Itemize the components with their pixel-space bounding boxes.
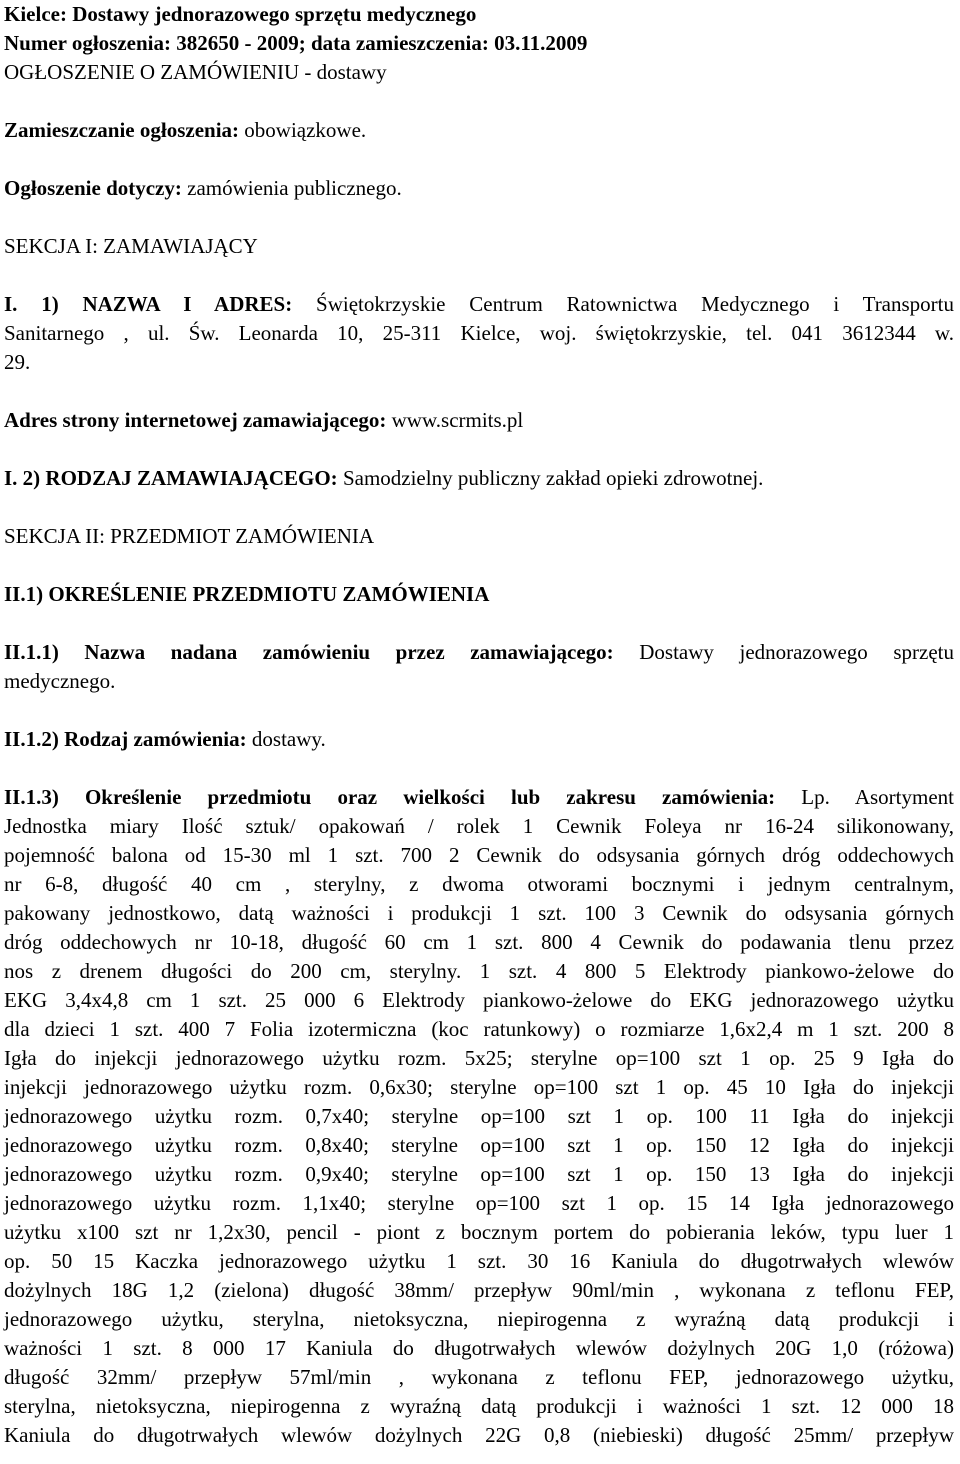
document-title: Kielce: Dostawy jednorazowego sprzętu medycznego (4, 2, 477, 26)
scope-line: użytku x100 szt nr 1,2x30, pencil - piont z bocznym portem do pobierania leków, typu luer 1 (4, 1220, 954, 1244)
scope-line: nr 6-8, długość 40 cm , sterylny, z dwoma otworami bocznymi i jednym centralnym, (4, 872, 954, 896)
scope-line: injekcji jednorazowego użytku rozm. 0,6x30; sterylne op=100 szt 1 op. 45 10 Igła do injekcji (4, 1075, 954, 1099)
scope-line: pakowany jednostkowo, datą ważności i produkcji 1 szt. 100 3 Cewnik do odsysania górnych (4, 901, 954, 925)
order-kind-line: II.1.2) Rodzaj zamówienia: dostawy. (4, 727, 326, 751)
order-name-line-2: medycznego. (4, 669, 116, 693)
scope-line: Kaniula do długotrwałych wlewów dożylnych 22G 0,8 (niebieski) długość 25mm/ przepływ (4, 1423, 954, 1447)
section-1-name-line-3: 29. (4, 350, 31, 374)
section-2-subheading: II.1) OKREŚLENIE PRZEDMIOTU ZAMÓWIENIA (4, 582, 490, 606)
scope-line: sterylna, nietoksyczna, niepirogenna z wyraźną datą produkcji i ważności 1 szt. 12 000 18 (4, 1394, 954, 1418)
website-line: Adres strony internetowej zamawiającego: www.scrmits.pl (4, 408, 524, 432)
contracting-type-line: I. 2) RODZAJ ZAMAWIAJĄCEGO: Samodzielny publiczny zakład opieki zdrowotnej. (4, 466, 764, 490)
scope-line: jednorazowego użytku rozm. 1,1x40; sterylne op=100 szt 1 op. 15 14 Igła jednorazowego (4, 1191, 954, 1215)
scope-line: jednorazowego użytku, sterylna, nietoksyczna, niepirogenna z wyraźną datą produkcji i (4, 1307, 954, 1331)
scope-line: Jednostka miary Ilość sztuk/ opakowań / rolek 1 Cewnik Foleya nr 16-24 silikonowany, (4, 814, 954, 838)
order-name-line-1: II.1.1) Nazwa nadana zamówieniu przez zamawiającego: Dostawy jednorazowego sprzętu (4, 640, 954, 664)
scope-description (4, 812, 954, 1450)
scope-line: op. 50 15 Kaczka jednorazowego użytku 1 szt. 30 16 Kaniula do długotrwałych wlewów (4, 1249, 954, 1273)
scope-line: jednorazowego użytku rozm. 0,9x40; sterylne op=100 szt 1 op. 150 13 Igła do injekcji (4, 1162, 954, 1186)
scope-line: nos z drenem długości do 200 cm, sterylny. 1 szt. 4 800 5 Elektrody piankowo-żelowe do (4, 959, 954, 983)
document-page (4, 0, 954, 1450)
notice-number-line: Numer ogłoszenia: 382650 - 2009; data zamieszczenia: 03.11.2009 (4, 31, 588, 55)
scope-line: dróg oddechowych nr 10-18, długość 60 cm 1 szt. 800 4 Cewnik do podawania tlenu przez (4, 930, 954, 954)
scope-line: długość 32mm/ przepływ 57ml/min , wykonana z teflonu FEP, jednorazowego użytku, (4, 1365, 954, 1389)
notice-type: OGŁOSZENIE O ZAMÓWIENIU - dostawy (4, 60, 387, 84)
scope-first-line: II.1.3) Określenie przedmiotu oraz wielkości lub zakresu zamówienia: Lp. Asortyment (4, 785, 954, 809)
scope-line: ważności 1 szt. 8 000 17 Kaniula do długotrwałych wlewów dożylnych 20G 1,0 (różowa) (4, 1336, 954, 1360)
scope-line: pojemność balona od 15-30 ml 1 szt. 700 2 Cewnik do odsysania górnych dróg oddechowych (4, 843, 954, 867)
scope-line: EKG 3,4x4,8 cm 1 szt. 25 000 6 Elektrody piankowo-żelowe do EKG jednorazowego użytku (4, 988, 954, 1012)
section-2-heading: SEKCJA II: PRZEDMIOT ZAMÓWIENIA (4, 524, 375, 548)
concerns-line: Ogłoszenie dotyczy: zamówienia publicznego. (4, 176, 402, 200)
section-1-name-line-1: I. 1) NAZWA I ADRES: Świętokrzyskie Centrum Ratownictwa Medycznego i Transportu (4, 292, 955, 316)
scope-line: Igła do injekcji jednorazowego użytku rozm. 5x25; sterylne op=100 szt 1 op. 25 9 Igła do (4, 1046, 954, 1070)
scope-line: dla dzieci 1 szt. 400 7 Folia izotermiczna (koc ratunkowy) o rozmiarze 1,6x2,4 m 1 szt. 200 8 (4, 1017, 954, 1041)
section-1-heading: SEKCJA I: ZAMAWIAJĄCY (4, 234, 258, 258)
scope-line: jednorazowego użytku rozm. 0,7x40; sterylne op=100 szt 1 op. 100 11 Igła do injekcji (4, 1104, 954, 1128)
scope-line: jednorazowego użytku rozm. 0,8x40; sterylne op=100 szt 1 op. 150 12 Igła do injekcji (4, 1133, 954, 1157)
section-1-name-line-2: Sanitarnego , ul. Św. Leonarda 10, 25-311 Kielce, woj. świętokrzyskie, tel. 041 3612344 w. (4, 321, 954, 345)
scope-line: dożylnych 18G 1,2 (zielona) długość 38mm/ przepływ 90ml/min , wykonana z teflonu FEP, (4, 1278, 954, 1302)
placement-line: Zamieszczanie ogłoszenia: obowiązkowe. (4, 118, 367, 142)
